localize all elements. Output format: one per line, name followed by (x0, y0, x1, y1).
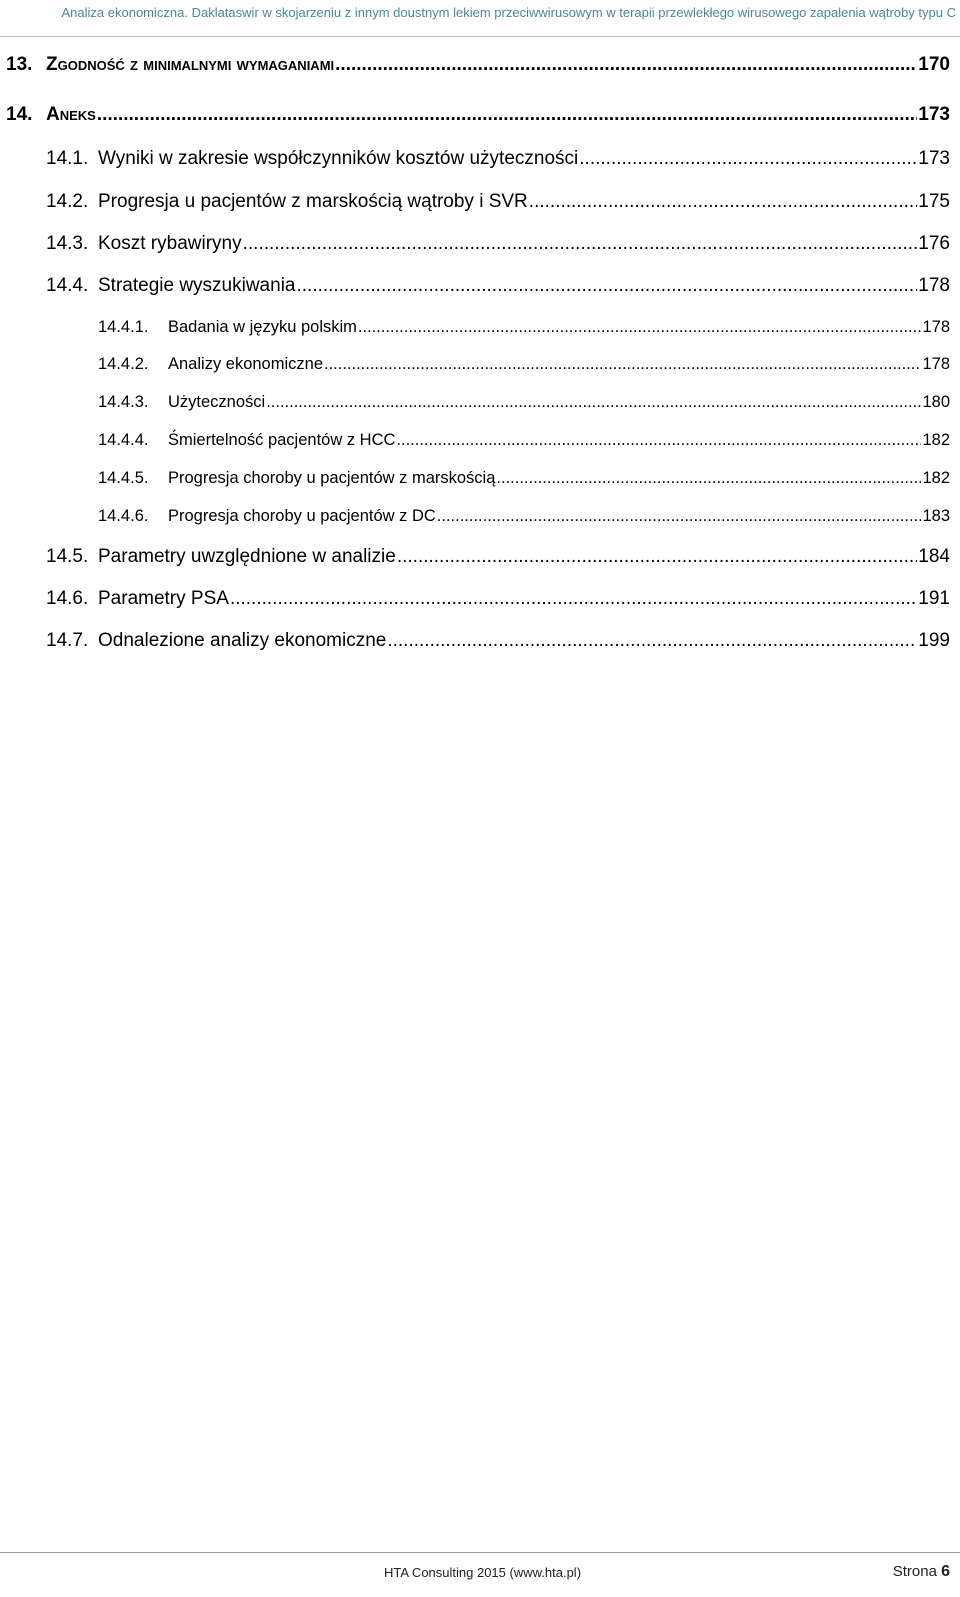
footer-page-label: Strona (892, 1563, 937, 1580)
toc-entry-page: 182 (922, 469, 950, 487)
footer-publisher: HTA Consulting 2015 (www.hta.pl) (384, 1565, 582, 1580)
toc-entry-page: 178 (922, 318, 950, 336)
toc-entry[interactable] (6, 54, 950, 76)
header-title: Analiza ekonomiczna. Daklataswir w skojarzeniu z innym doustnym lekiem przeciwwirusowym w terapii przewlekłego wirusowego zapalenia wątroby typu C (61, 5, 956, 20)
toc-entry[interactable] (46, 546, 950, 568)
toc-leader-dots (296, 275, 917, 297)
toc-entry-number: 14.4.3. (98, 393, 149, 411)
toc-leader-dots (230, 588, 917, 610)
toc-entry-title: Aneks (46, 104, 96, 125)
toc-leader-dots (387, 630, 917, 652)
toc-leader-dots (266, 393, 921, 412)
toc-entry-title: Zgodność z minimalnymi wymaganiami (46, 54, 335, 75)
toc-entry-number: 14.4.5. (98, 469, 149, 487)
toc-entry[interactable] (46, 588, 950, 610)
page-header (0, 0, 960, 37)
toc-leader-dots (335, 54, 917, 76)
toc-leader-dots (397, 546, 917, 568)
toc-leader-dots (396, 431, 921, 450)
toc-entry[interactable] (98, 393, 950, 412)
toc-entry-title: Progresja choroby u pacjentów z marskością (168, 469, 496, 487)
toc-entry-title: Odnalezione analizy ekonomiczne (98, 630, 387, 651)
toc-entry[interactable] (98, 318, 950, 337)
toc-entry-title: Badania w języku polskim (168, 318, 357, 336)
toc-entry-number: 14.7. (46, 630, 89, 651)
toc-entry-title: Strategie wyszukiwania (98, 275, 296, 296)
toc-entry[interactable] (98, 431, 950, 450)
toc-entry-number: 14. (6, 104, 33, 125)
toc-entry-title: Parametry PSA (98, 588, 229, 609)
toc-leader-dots (243, 233, 918, 255)
toc-leader-dots (579, 148, 917, 170)
toc-entry[interactable] (46, 191, 950, 213)
toc-entry-page: 178 (922, 355, 950, 373)
footer-page-indicator (893, 1563, 950, 1581)
toc-entry[interactable] (46, 148, 950, 170)
toc-entry-number: 14.4. (46, 275, 89, 296)
toc-entry-number: 14.2. (46, 191, 89, 212)
toc-entry-page: 173 (918, 104, 950, 125)
toc-leader-dots (529, 191, 918, 213)
toc-entry-page: 178 (918, 275, 950, 296)
toc-leader-dots (358, 318, 922, 337)
toc-leader-dots (324, 355, 921, 374)
page-footer (0, 1552, 960, 1593)
toc-entry[interactable] (98, 507, 950, 526)
toc-leader-dots (496, 469, 921, 488)
toc-entry[interactable] (46, 275, 950, 297)
toc-entry-page: 182 (922, 431, 950, 449)
toc-entry-page: 184 (918, 546, 950, 567)
toc-entry[interactable] (98, 469, 950, 488)
toc-entry-title: Analizy ekonomiczne (168, 355, 323, 373)
toc-entry-number: 14.4.1. (98, 318, 149, 336)
footer-page-number: 6 (941, 1563, 950, 1580)
toc-entry[interactable] (46, 630, 950, 652)
toc-entry[interactable] (6, 104, 950, 126)
toc-entry-title: Progresja u pacjentów z marskością wątroby i SVR (98, 191, 528, 212)
toc-entry-number: 14.4.6. (98, 507, 149, 525)
toc-entry-number: 14.1. (46, 148, 89, 169)
toc-entry[interactable] (46, 233, 950, 255)
toc-entry-page: 173 (918, 148, 950, 169)
toc-entry-title: Progresja choroby u pacjentów z DC (168, 507, 436, 525)
toc-leader-dots (97, 104, 917, 126)
toc-entry-title: Koszt rybawiryny (98, 233, 242, 254)
toc-entry-title: Użyteczności (168, 393, 266, 411)
toc-entry-number: 13. (6, 54, 33, 75)
toc-entry[interactable] (98, 355, 950, 374)
toc-entry-page: 180 (922, 393, 950, 411)
toc-entry-number: 14.6. (46, 588, 89, 609)
toc-entry-page: 199 (918, 630, 950, 651)
toc-entry-number: 14.5. (46, 546, 89, 567)
toc-entry-number: 14.4.4. (98, 431, 149, 449)
toc-entry-page: 191 (918, 588, 950, 609)
toc-entry-page: 175 (918, 191, 950, 212)
toc-entry-page: 176 (918, 233, 950, 254)
toc-entry-title: Parametry uwzględnione w analizie (98, 546, 396, 567)
toc-entry-page: 170 (918, 54, 950, 75)
toc-entry-title: Wyniki w zakresie współczynników kosztów użyteczności (98, 148, 579, 169)
toc-entry-number: 14.4.2. (98, 355, 149, 373)
toc-entry-page: 183 (922, 507, 950, 525)
toc-leader-dots (437, 507, 922, 526)
toc-entry-title: Śmiertelność pacjentów z HCC (168, 431, 396, 449)
toc-entry-number: 14.3. (46, 233, 89, 254)
